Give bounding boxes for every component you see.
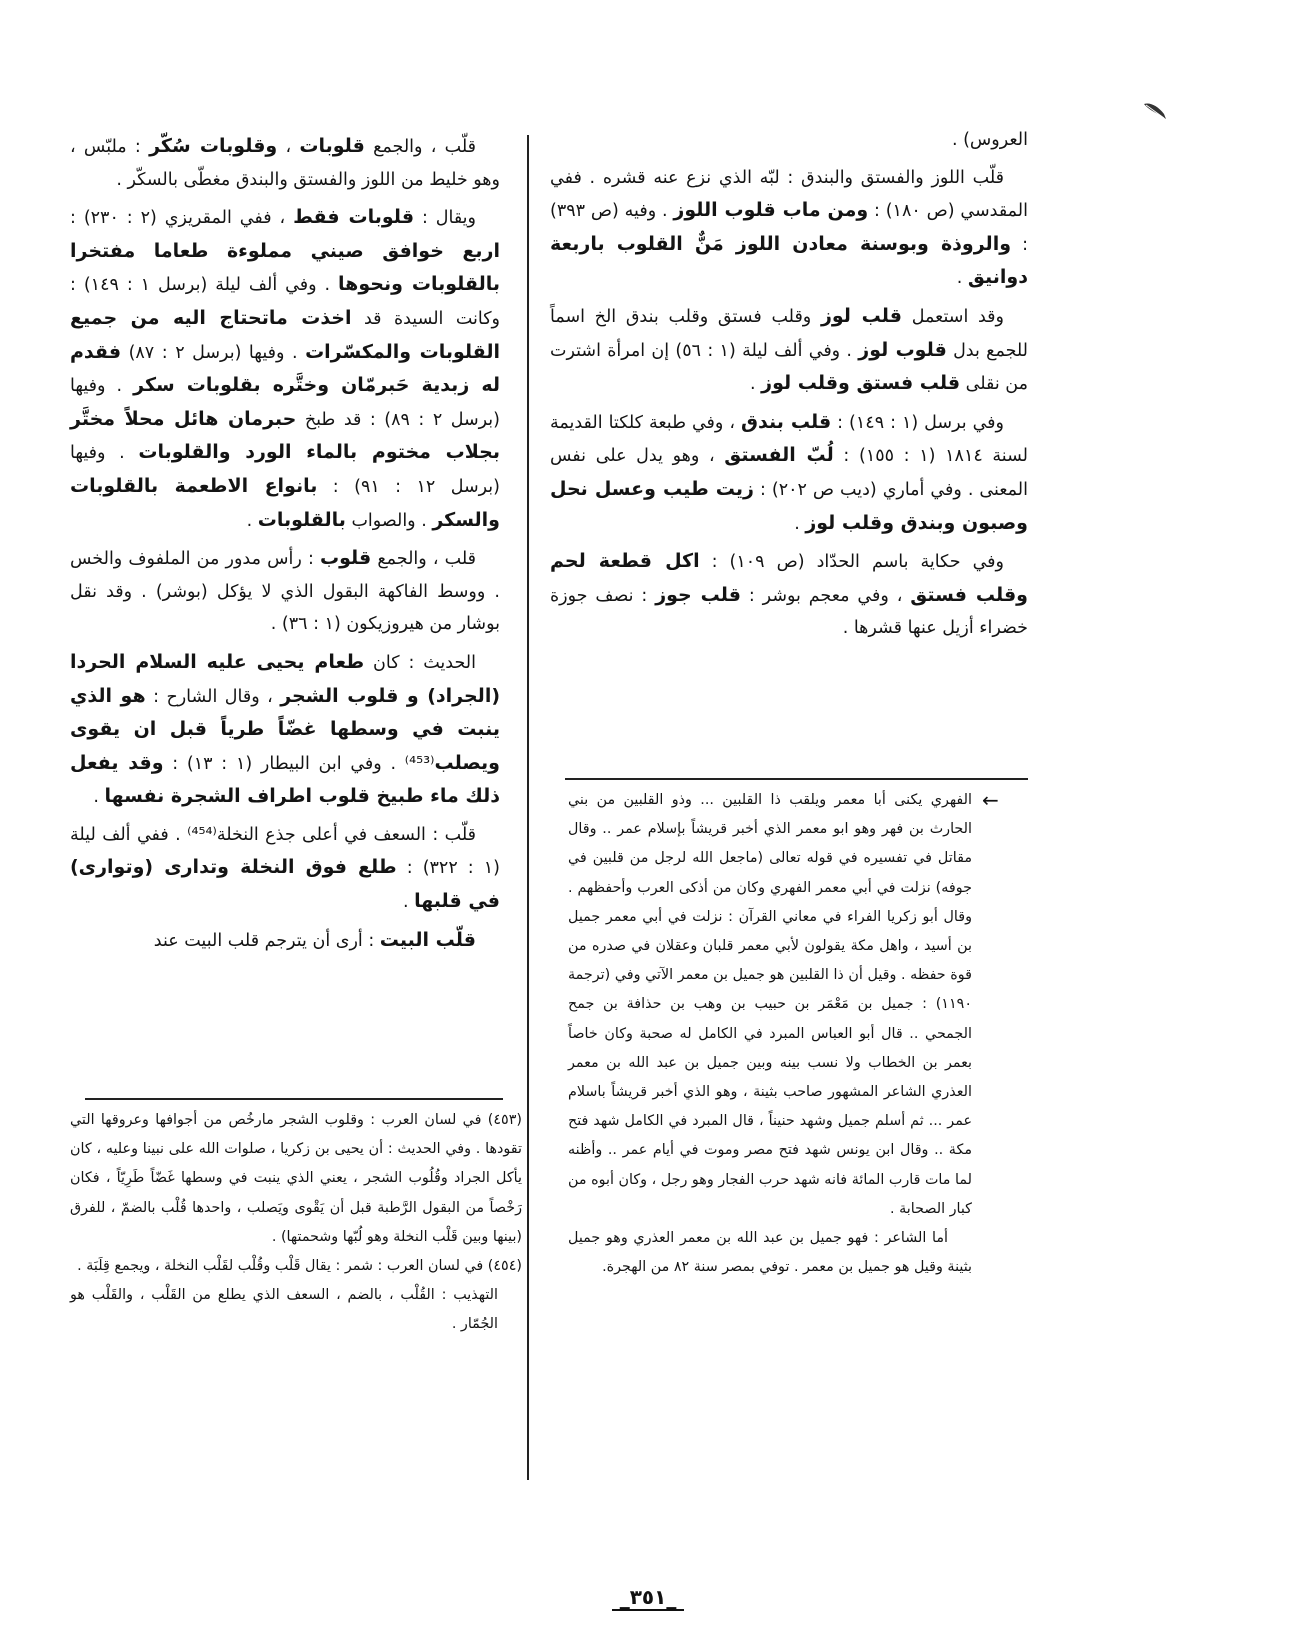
bold-term: وقلوبات سُكّر [149,135,278,157]
bold-term: ومن ماب قلوب اللوز [673,199,869,222]
column-divider [527,135,529,1480]
right-text-column [550,124,1028,650]
bold-term: بانواع الاطعمة بالقلوبات والسكر [70,474,500,531]
bold-term: قلّب البيت [379,928,476,951]
page-number: _٣٥١_ [0,1585,1296,1609]
bold-term: قلب لوز [820,304,902,327]
bold-term: حبرمان هائل محلاً مختَّر بجلاب مختوم بالماء الورد والقلوبات [70,407,500,464]
bold-term: اخذت ماتحتاج اليه من جميع القلوبات والمكسّرات [70,306,501,363]
bold-term: وقد يفعل ذلك ماء طبيخ قلوب اطراف الشجرة نفسها [70,751,500,808]
footnote-453: (٤٥٣) في لسان العرب : وقلوب الشجر مارخُص من أجوافها وعروقها التي تقودها . وفي الحديث : أن يحيى بن زكريا ، صلوات الله على نبينا وعليه ، كان يأكل الجراد وقُلُوب الشجر ، يعني الذي ينبت في وسطها غَضّاً طَرِيّاً ، فكان رَخْصاً من البقول الرَّطبة قبل أن يَقْوى ويَصلب ، واحدها قُلْب بالضمّ ، للفرق (بينها وبين قَلْب النخلة وهو لُبّها وشحمتها) . [70,1112,522,1245]
left-text-column [70,130,500,962]
right-footnote-rule [565,778,1028,780]
bold-term: قلوبات [299,135,365,157]
bold-term: فقدم له زبدية حَبرمّان وختَّره بقلوبات سكر [70,340,500,397]
right-footnotes [568,786,972,1282]
paragraph: وفي حكاية باسم الحدّاد (ص ١٠٩) : اكل قطعة لحم وقلب فستق ، وفي معجم بوشر : قلب جوز : نصف جوزة خضراء أزيل عنها قشرها . [550,550,1028,639]
bold-term: قلوب لوز [858,338,947,361]
paragraph: وفي برسل (١ : ١٤٩) : قلب بندق ، وفي طبعة كلكتا القديمة لسنة ١٨١٤ (١ : ١٥٥) : لُبّ الفستق ، وهو يدل على نفس المعنى . وفي أماري (ديب ص ٢٠٢) : زيت طيب وعسل نحل وصبون وبندق وقلب لوز . [550,410,1029,534]
bold-term: زيت طيب وعسل نحل وصبون وبندق وقلب لوز [550,477,1028,534]
footnote-paragraph: أما الشاعر : فهو جميل بن عبد الله بن معمر العذري وهو جميل بثينة وقيل هو جميل بن معمر . توفي بمصر سنة ٨٢ من الهجرة. [568,1230,972,1276]
bold-term: اكل قطعة لحم وقلب فستق [550,550,1028,606]
bold-term: والروذة وبوسنة معادن اللوز مَنٌّ القلوب باربعة دوانيق [550,232,1028,289]
paragraph: قلب ، والجمع قلوب : رأس مدور من الملفوف والخس . ووسط الفاكهة البقول الذي لا يؤكل (بوشر) . وقد نقل بوشار من هيروزيكون (١ : ٣٦) . [70,547,500,635]
left-footnotes [70,1106,522,1340]
bold-term: بالقلوبات [257,508,346,531]
quill-mark-icon [1142,100,1168,122]
bold-term: لُبّ الفستق [724,444,834,467]
bold-term: قلب جوز [655,583,741,606]
left-footnote-rule [85,1098,503,1100]
paragraph: وقد استعمل قلب لوز وقلب فستق وقلب بندق الخ اسماً للجمع بدل قلوب لوز . وفي ألف ليلة (١ : ٥٦) إن امرأة اشترت من نقلى قلب فستق وقلب لوز . [550,304,1028,395]
bold-term: قلب فستق وقلب لوز [761,372,961,395]
bold-term: اربع خوافق صيني مملوءة طعاما مفتخرا بالقلوبات ونحوها [70,239,500,296]
paragraph: قلّب اللوز والفستق والبندق : لبّه الذي نزع عنه قشره . ففي المقدسي (ص ١٨٠) : ومن ماب قلوب اللوز . وفيه (ص ٣٩٣) : والروذة وبوسنة معادن اللوز مَنٌّ القلوب باربعة دوانيق . [550,167,1029,289]
bold-term: قلوبات فقط [293,206,415,229]
bold-term: طلع فوق النخلة وتدارى (وتوارى) في قلبها [70,856,500,913]
footnote-paragraph: التهذيب : القُلْب ، بالضم ، السعف الذي يطلع من القَلْب ، والقَلْب هو الجُمّار . [70,1287,498,1333]
paragraph: قلّب : السعف في أعلى جذع النخلة⁽⁴⁵⁴⁾ . ففي ألف ليلة (١ : ٣٢٢) : طلع فوق النخلة وتدارى (وتوارى) في قلبها . [70,824,500,913]
bold-term: قلب بندق [741,410,832,433]
continuation-arrow-icon: ← [982,788,999,812]
paragraph: قلّب ، والجمع قلوبات ، وقلوبات سُكّر : ملبّس ، وهو خليط من اللوز والفستق والبندق مغطّى بالسكّر . [70,135,500,190]
paragraph: الحديث : كان طعام يحيى عليه السلام الحردا (الجراد) و قلوب الشجر ، وقال الشارح : هو الذي ينبت في وسطها غضّاً طرياً قبل ان يقوى ويصلب⁽⁴⁵³⁾ . وفي ابن البيطار (١ : ١٣) : وقد يفعل ذلك ماء طبيخ قلوب اطراف الشجرة نفسها . [70,650,501,808]
bold-term: قلوب [320,547,372,570]
bold-term: هو الذي ينبت في وسطها غضّاً طرياً قبل ان يقوى ويصلب [70,684,500,774]
paragraph: ويقال : قلوبات فقط ، ففي المقريزي (٢ : ٢٣٠) : اربع خوافق صيني مملوءة طعاما مفتخرا بالقلوبات ونحوها . وفي ألف ليلة (برسل ١ : ١٤٩) : وكانت السيدة قد اخذت ماتحتاج اليه من جميع القلوبات والمكسّرات . وفيها (برسل ٢ : ٨٧) فقدم له زبدية حَبرمّان وختَّره بقلوبات سكر . وفيها (برسل ٢ : ٨٩) : قد طبخ حبرمان هائل محلاً مختَّر بجلاب مختوم بالماء الورد والقلوبات . وفيها (برسل ١٢ : ٩١) : بانواع الاطعمة بالقلوبات والسكر . والصواب بالقلوبات . [70,206,501,531]
footnote-454: (٤٥٤) في لسان العرب : شمر : يقال قَلْب وقُلْب لقَلْب النخلة ، ويجمع قِلَبَة . [77,1258,522,1275]
footnote-paragraph: الفهري يكنى أبا معمر ويلقب ذا القلبين ... وذو القلبين من بني الحارث بن فهر وهو ابو معمر الذي أخبر قريشاً بإسلام عمر .. وقال مقاتل في تفسيره في قوله تعالى (ماجعل الله لرجل من قلبين في جوفه) نزلت في أبي معمر الفهري وكان من أذكى العرب وأحفظهم . وقال أبو زكريا الفراء في معاني القرآن : نزلت في أبي معمر جميل بن أسيد ، واهل مكة يقولون لأبي معمر قلبان وعقلان في صدره من قوة حفظه . وقيل أن ذا القلبين هو جميل بن معمر الآتي وفي (ترجمة ١١٩٠) : جميل بن مَعْمَر بن حبيب بن وهب بن حذافة بن جمح الجمحي .. قال أبو العباس المبرد في الكامل له صحبة وكان خاصاً بعمر بن الخطاب ولا نسب بينه وبين جميل بن عبد الله بن معمر العذري الشاعر المشهور صاحب بثينة ، وهو الذي أخبر قريشاً باسلام عمر ... ثم أسلم جميل وشهد حنيناً ، قال المبرد في الكامل شهد فتح مكة .. وقال ابن يونس شهد فتح مصر وموت في أيام عمر .. وأظنه لما مات قارب المائة فانه شهد حرب الفجار وهو رجل ، وكان أبوه من كبار الصحابة . [568,792,972,1217]
paragraph: العروس) . [951,130,1028,150]
paragraph: قلّب البيت : أرى أن يترجم قلب البيت عند [153,928,476,951]
bold-term: طعام يحيى عليه السلام الحردا (الجراد) و قلوب الشجر [70,650,501,707]
